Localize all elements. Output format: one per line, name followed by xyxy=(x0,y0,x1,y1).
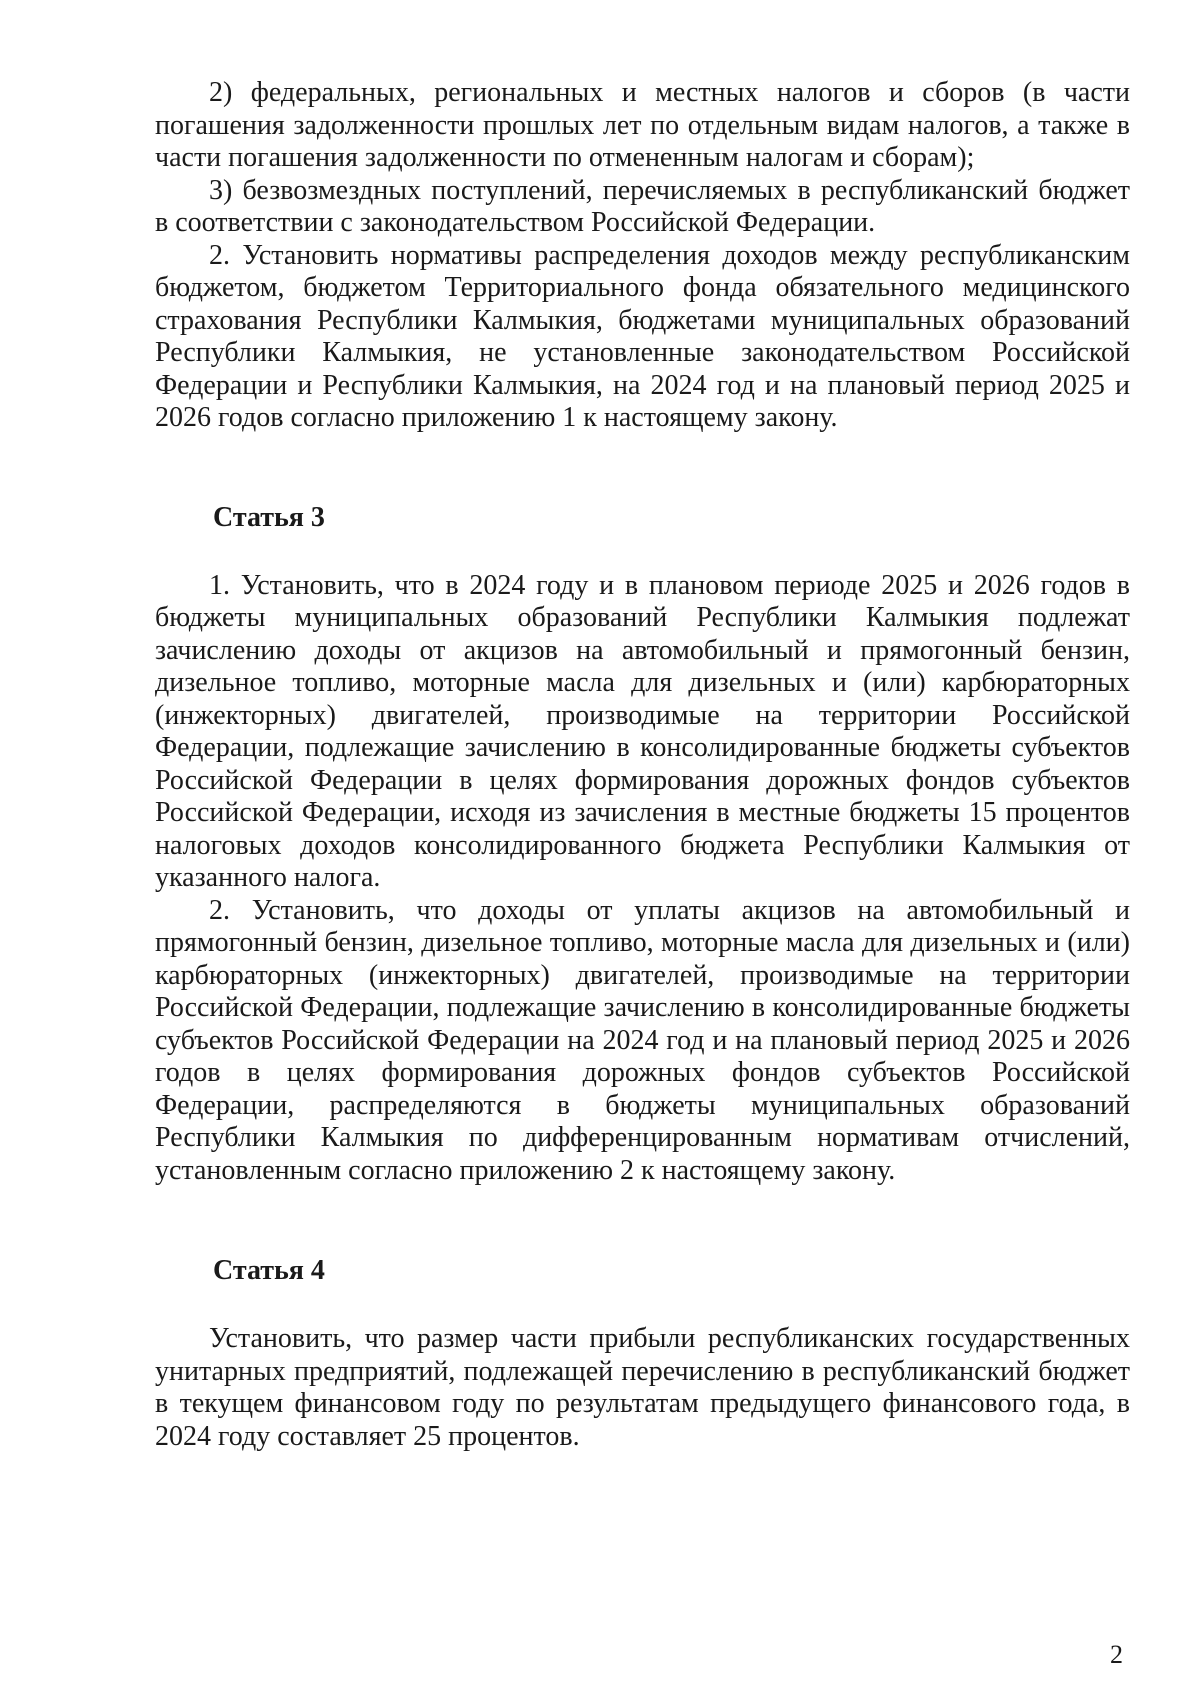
paragraph-item-3: 3) безвозмездных поступлений, перечисляемых в республиканский бюджет в соответствии с законодательством Российской Федерации. xyxy=(155,174,1130,238)
spacer xyxy=(155,435,1130,502)
spacer xyxy=(155,1187,1130,1255)
document-body xyxy=(155,77,1130,1453)
page-number: 2 xyxy=(1110,1640,1123,1669)
article-3-paragraph-1: 1. Установить, что в 2024 году и в плановом периоде 2025 и 2026 годов в бюджеты муниципальных образований Республики Калмыкия подлежат зачислению доходы от акцизов на автомобильный и прямогонный бензин, дизельное топливо, моторные масла для дизельных и (или) карбюраторных (инжекторных) двигателей, производимые на территории Российской Федерации, подлежащие зачислению в консолидированные бюджеты субъектов Российской Федерации в целях формирования дорожных фондов субъектов Российской Федерации, исходя из зачисления в местные бюджеты 15 процентов налоговых доходов консолидированного бюджета Республики Калмыкия от указанного налога. xyxy=(155,569,1130,893)
paragraph-item-2: 2) федеральных, региональных и местных налогов и сборов (в части погашения задолженности прошлых лет по отдельным видам налогов, а также в части погашения задолженности по отмененным налогам и сборам); xyxy=(155,77,1130,173)
article-4-heading: Статья 4 xyxy=(213,1255,325,1286)
article-4-paragraph-1: Установить, что размер части прибыли республиканских государственных унитарных предприятий, подлежащей перечислению в республиканский бюджет в текущем финансовом году по результатам предыдущего финансового года, в 2024 году составляет 25 процентов. xyxy=(155,1323,1130,1452)
article-3-heading: Статья 3 xyxy=(213,501,325,533)
paragraph-point-2: 2. Установить нормативы распределения доходов между республиканским бюджетом, бюджетом Территориального фонда обязательного медицинского страхования Республики Калмыкия, бюджетами муниципальных образований Республики Калмыкия, не установленные законодательством Российской Федерации и Республики Калмыкия, на 2024 год и на плановый период 2025 и 2026 годов согласно приложению 1 к настоящему закону. xyxy=(155,239,1130,433)
article-3-paragraph-2: 2. Установить, что доходы от уплаты акцизов на автомобильный и прямогонный бензин, дизельное топливо, моторные масла для дизельных и (или) карбюраторных (инжекторных) двигателей, производимые на территории Российской Федерации, подлежащие зачислению в консолидированные бюджеты субъектов Российской Федерации на 2024 год и на плановый период 2025 и 2026 годов в целях формирования дорожных фондов субъектов Российской Федерации, распределяются в бюджеты муниципальных образований Республики Калмыкия по дифференцированным нормативам отчислений, установленным согласно приложению 2 к настоящему закону. xyxy=(155,894,1130,1186)
spacer xyxy=(155,1287,1130,1323)
spacer xyxy=(155,534,1130,570)
